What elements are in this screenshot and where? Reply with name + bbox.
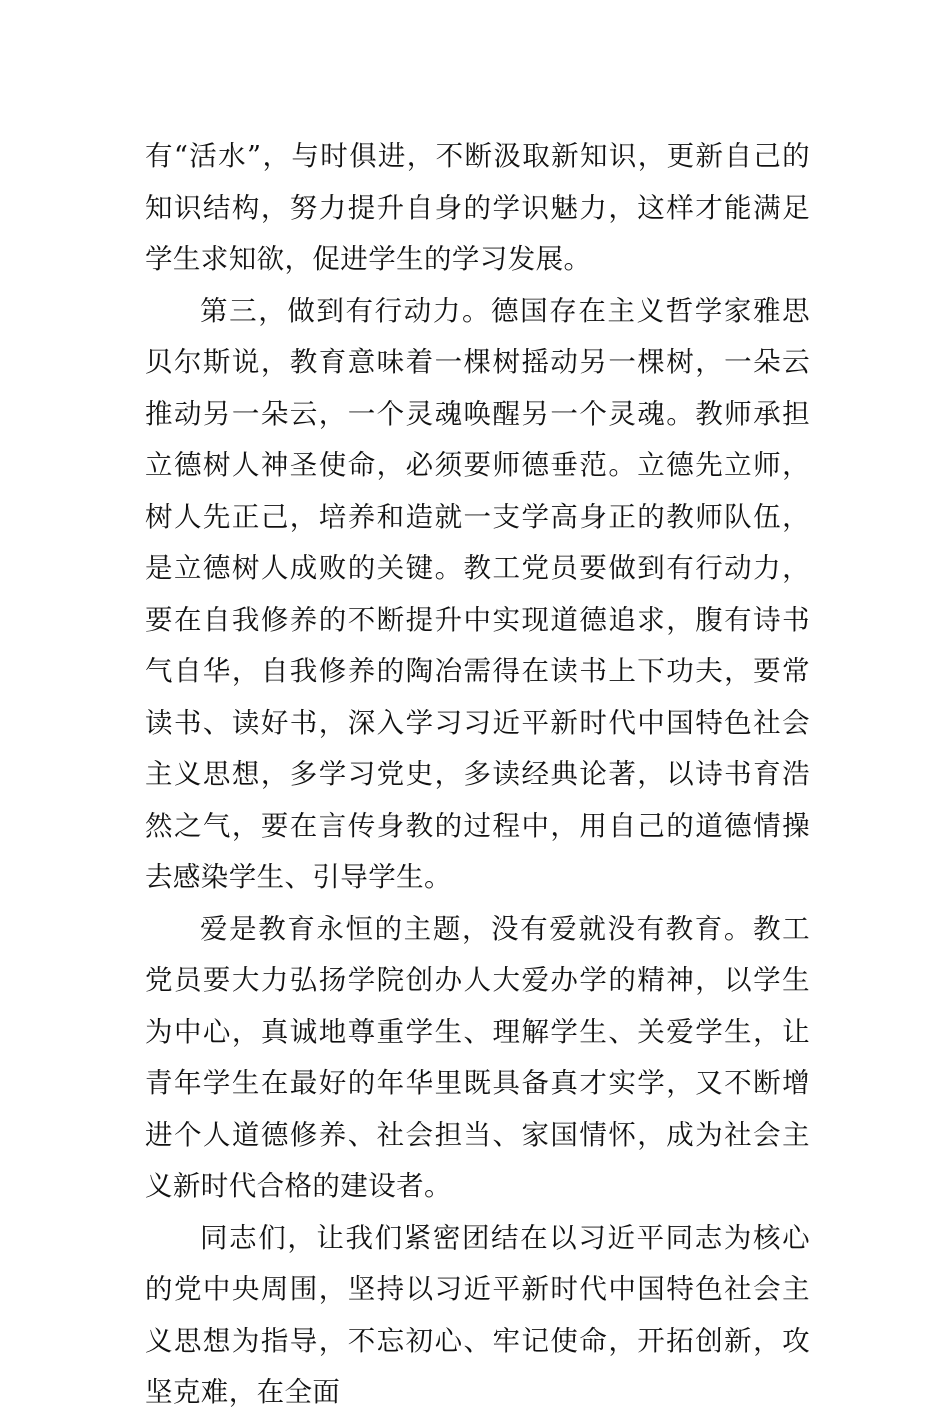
paragraph-love-education: 爱是教育永恒的主题，没有爱就没有教育。教工党员要大力弘扬学院创办人大爱办学的精神，以学生为中心，真诚地尊重学生、理解学生、关爱学生，让青年学生在最好的年华里既具备真才实学，又不断增进个人道德修养、社会担当、家国情怀，成为社会主义新时代合格的建设者。 xyxy=(145,912,810,1202)
paragraph-closing: 同志们，让我们紧密团结在以习近平同志为核心的党中央周围，坚持以习近平新时代中国特色社会主义思想为指导，不忘初心、牢记使命，开拓创新，攻坚克难，在全面 xyxy=(145,1221,810,1408)
paragraph-third-point: 第三，做到有行动力。德国存在主义哲学家雅思贝尔斯说，教育意味着一棵树摇动另一棵树，一朵云推动另一朵云，一个灵魂唤醒另一个灵魂。教师承担立德树人神圣使命，必须要师德垂范。立德先立师，树人先正己，培养和造就一支学高身正的教师队伍，是立德树人成败的关键。教工党员要做到有行动力，要在自我修养的不断提升中实现道德追求，腹有诗书气自华，自我修养的陶冶需得在读书上下功夫，要常读书、读好书，深入学习习近平新时代中国特色社会主义思想，多学习党史，多读经典论著，以诗书育浩然之气，要在言传身教的过程中，用自己的道德情操去感染学生、引导学生。 xyxy=(145,294,810,893)
paragraph-continuation: 有“活水”，与时俱进，不断汲取新知识，更新自己的知识结构，努力提升自身的学识魅力，这样才能满足学生求知欲，促进学生的学习发展。 xyxy=(145,140,810,275)
body-text xyxy=(145,131,810,1419)
